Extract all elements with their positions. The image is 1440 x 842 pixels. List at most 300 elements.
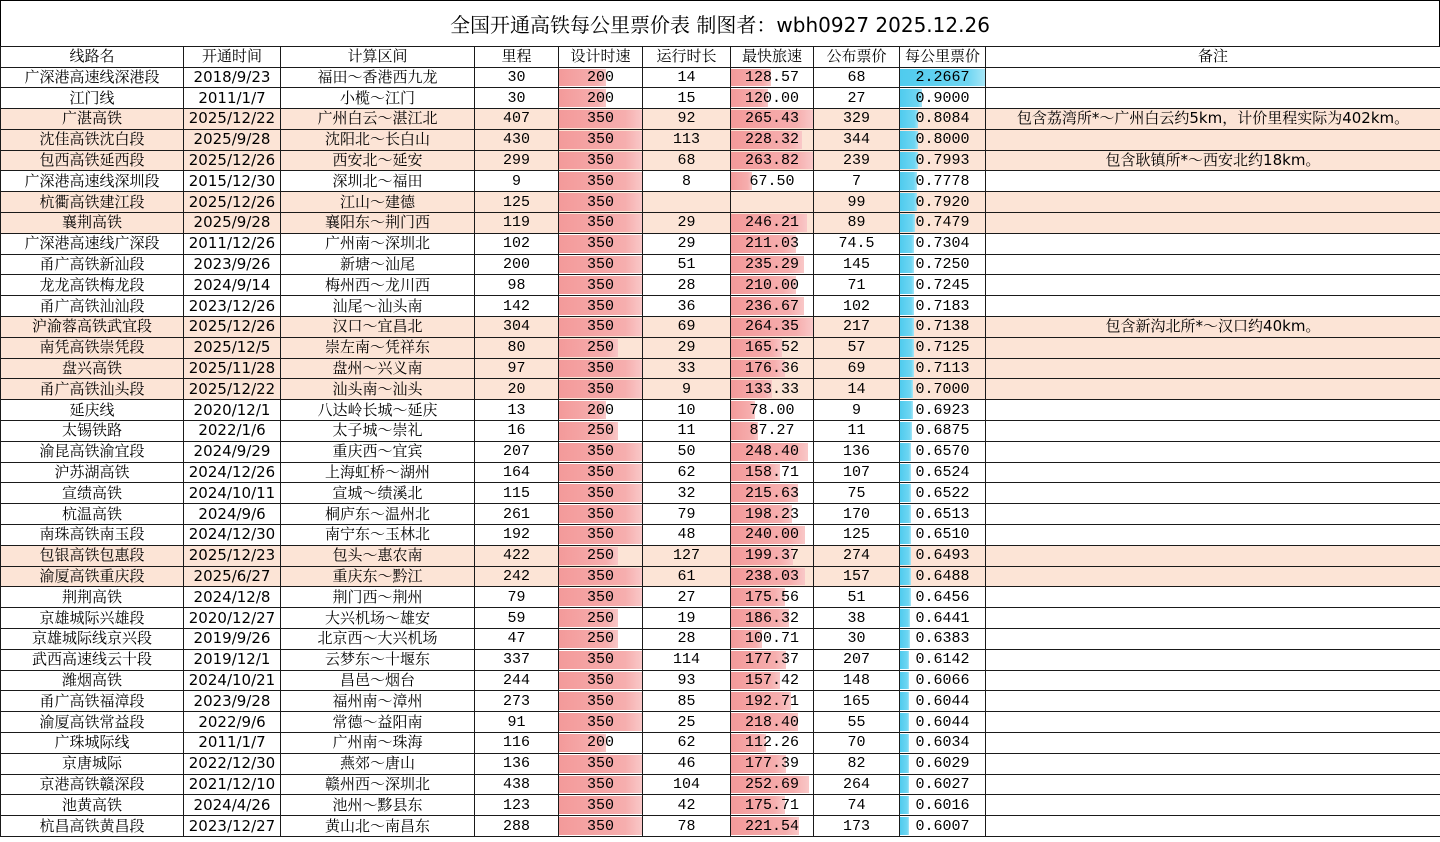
cell-design-speed-value: 350 xyxy=(586,755,614,773)
cell-open-date xyxy=(184,296,281,317)
cell-travel-speed-value: 236.67 xyxy=(744,297,799,315)
table-row xyxy=(1,753,1440,774)
cell-fare-per-km xyxy=(900,816,986,837)
cell-line-name-value: 京港高铁赣深段 xyxy=(39,774,145,793)
cell-travel-speed xyxy=(731,816,814,837)
cell-distance xyxy=(475,317,559,338)
cell-note xyxy=(986,441,1440,462)
cell-fare-per-km-value: 0.6034 xyxy=(915,734,970,752)
cell-distance xyxy=(475,629,559,650)
cell-distance xyxy=(475,483,559,504)
cell-duration-value: 51 xyxy=(677,256,696,274)
cell-section-value: 上海虹桥～湖州 xyxy=(324,463,430,482)
cell-section-value: 北京西～大兴机场 xyxy=(317,629,438,648)
cell-note xyxy=(986,337,1440,358)
cell-note xyxy=(986,109,1440,130)
cell-distance-value: 59 xyxy=(507,609,526,627)
cell-travel-speed-value: 263.82 xyxy=(744,152,799,170)
cell-design-speed xyxy=(559,774,643,795)
cell-duration-value: 48 xyxy=(677,526,696,544)
cell-duration-value: 33 xyxy=(677,360,696,378)
cell-line-name-value: 江门线 xyxy=(69,88,115,107)
cell-travel-speed xyxy=(731,795,814,816)
header-travel-speed: 最快旅速 xyxy=(731,47,814,68)
cell-travel-speed-value: 176.36 xyxy=(744,360,799,378)
cell-fare-per-km xyxy=(900,129,986,150)
cell-line-name-value: 京雄城际线京兴段 xyxy=(31,629,152,648)
cell-fare xyxy=(814,712,900,733)
cell-fare-per-km-value: 0.6513 xyxy=(915,505,970,523)
cell-duration-value: 29 xyxy=(677,214,696,232)
cell-fare-per-km-value: 0.7245 xyxy=(915,276,970,294)
cell-fare xyxy=(814,379,900,400)
cell-section xyxy=(281,525,475,546)
cell-distance xyxy=(475,337,559,358)
cell-line-name-value: 渝厦高铁常益段 xyxy=(39,712,145,731)
cell-line-name xyxy=(1,504,184,525)
table-row xyxy=(1,233,1440,254)
fare-per-km-bar xyxy=(900,651,909,669)
cell-line-name xyxy=(1,441,184,462)
cell-open-date xyxy=(184,213,281,234)
cell-fare-per-km-value: 0.6029 xyxy=(915,755,970,773)
cell-duration xyxy=(643,462,731,483)
cell-open-date xyxy=(184,504,281,525)
cell-note xyxy=(986,608,1440,629)
cell-open-date-value: 2025/12/26 xyxy=(188,151,276,170)
cell-fare xyxy=(814,233,900,254)
cell-fare-per-km xyxy=(900,608,986,629)
cell-fare-value: 89 xyxy=(847,214,866,232)
cell-travel-speed-value: 67.50 xyxy=(749,172,795,190)
cell-open-date xyxy=(184,691,281,712)
cell-fare-per-km xyxy=(900,733,986,754)
cell-open-date xyxy=(184,441,281,462)
cell-distance xyxy=(475,525,559,546)
cell-fare-value: 329 xyxy=(842,110,870,128)
cell-open-date xyxy=(184,545,281,566)
cell-open-date-value: 2022/9/6 xyxy=(198,712,266,731)
cell-open-date-value: 2025/12/22 xyxy=(188,109,276,128)
cell-duration xyxy=(643,213,731,234)
cell-fare-value: 74 xyxy=(847,796,866,814)
cell-fare-value: 165 xyxy=(842,692,870,710)
cell-design-speed-value: 350 xyxy=(586,526,614,544)
cell-note xyxy=(986,504,1440,525)
cell-fare xyxy=(814,296,900,317)
table-row xyxy=(1,587,1440,608)
cell-open-date xyxy=(184,587,281,608)
cell-open-date xyxy=(184,816,281,837)
cell-open-date-value: 2023/12/27 xyxy=(188,816,276,835)
cell-design-speed-value: 350 xyxy=(586,256,614,274)
cell-design-speed xyxy=(559,317,643,338)
cell-travel-speed-value: 228.32 xyxy=(744,131,799,149)
cell-duration xyxy=(643,275,731,296)
cell-duration xyxy=(643,816,731,837)
cell-section-value: 梅州西～龙川西 xyxy=(324,275,430,294)
cell-line-name xyxy=(1,337,184,358)
cell-note xyxy=(986,67,1440,88)
cell-note xyxy=(986,358,1440,379)
cell-fare-value: 157 xyxy=(842,568,870,586)
cell-design-speed xyxy=(559,691,643,712)
cell-distance-value: 20 xyxy=(507,380,526,398)
cell-duration-value: 42 xyxy=(677,796,696,814)
header-duration: 运行时长 xyxy=(643,47,731,68)
cell-fare xyxy=(814,691,900,712)
cell-open-date-value: 2023/12/26 xyxy=(188,296,276,315)
cell-section xyxy=(281,733,475,754)
cell-fare xyxy=(814,421,900,442)
cell-note xyxy=(986,192,1440,213)
cell-section-value: 燕郊～唐山 xyxy=(339,754,415,773)
cell-duration-value: 8 xyxy=(681,172,691,190)
cell-open-date xyxy=(184,462,281,483)
cell-duration xyxy=(643,400,731,421)
cell-fare-value: 207 xyxy=(842,651,870,669)
cell-fare-value: 264 xyxy=(842,775,870,793)
cell-fare-per-km xyxy=(900,275,986,296)
header-open-date: 开通时间 xyxy=(184,47,281,68)
cell-open-date-value: 2018/9/23 xyxy=(193,67,271,86)
cell-section xyxy=(281,753,475,774)
cell-line-name xyxy=(1,795,184,816)
cell-distance xyxy=(475,795,559,816)
cell-line-name xyxy=(1,150,184,171)
cell-design-speed-value: 350 xyxy=(586,276,614,294)
fare-per-km-bar xyxy=(900,401,913,419)
cell-fare-per-km-value: 0.6027 xyxy=(915,775,970,793)
cell-travel-speed-value: 215.63 xyxy=(744,484,799,502)
cell-distance xyxy=(475,233,559,254)
cell-fare xyxy=(814,275,900,296)
cell-section-value: 福州南～漳州 xyxy=(332,691,423,710)
cell-travel-speed-value: 158.71 xyxy=(744,464,799,482)
cell-note xyxy=(986,483,1440,504)
cell-section xyxy=(281,233,475,254)
cell-line-name xyxy=(1,587,184,608)
cell-design-speed xyxy=(559,150,643,171)
cell-note xyxy=(986,774,1440,795)
cell-fare-per-km xyxy=(900,233,986,254)
cell-open-date-value: 2025/9/28 xyxy=(193,130,271,149)
cell-open-date-value: 2025/6/27 xyxy=(193,567,271,586)
table-row xyxy=(1,733,1440,754)
cell-note xyxy=(986,525,1440,546)
cell-open-date-value: 2011/12/26 xyxy=(188,234,276,253)
cell-design-speed xyxy=(559,483,643,504)
cell-duration-value: 78 xyxy=(677,817,696,835)
cell-note xyxy=(986,753,1440,774)
cell-duration xyxy=(643,608,731,629)
cell-fare xyxy=(814,150,900,171)
cell-fare xyxy=(814,213,900,234)
cell-section-value: 昌邑～烟台 xyxy=(339,671,415,689)
cell-distance-value: 422 xyxy=(502,547,530,565)
cell-open-date-value: 2024/9/29 xyxy=(193,442,271,461)
cell-travel-speed-value: 165.52 xyxy=(744,339,799,357)
cell-fare-per-km-value: 0.7250 xyxy=(915,256,970,274)
cell-section-value: 包头～惠农南 xyxy=(332,546,423,565)
cell-duration xyxy=(643,649,731,670)
cell-fare xyxy=(814,670,900,691)
table-row xyxy=(1,254,1440,275)
cell-fare xyxy=(814,816,900,837)
cell-travel-speed xyxy=(731,400,814,421)
cell-fare-per-km-value: 0.7479 xyxy=(915,214,970,232)
cell-travel-speed-value: 235.29 xyxy=(744,256,799,274)
cell-open-date-value: 2020/12/1 xyxy=(193,400,271,419)
cell-section-value: 广州南～珠海 xyxy=(332,733,423,752)
table-row xyxy=(1,192,1440,213)
cell-open-date-value: 2024/9/14 xyxy=(193,275,271,294)
cell-fare-per-km xyxy=(900,441,986,462)
cell-design-speed-value: 350 xyxy=(586,110,614,128)
cell-fare xyxy=(814,774,900,795)
cell-distance xyxy=(475,504,559,525)
cell-fare-value: 75 xyxy=(847,484,866,502)
cell-distance-value: 9 xyxy=(511,172,521,190)
cell-fare-per-km-value: 0.6570 xyxy=(915,443,970,461)
cell-design-speed-value: 350 xyxy=(586,193,614,211)
cell-open-date xyxy=(184,88,281,109)
cell-duration-value: 25 xyxy=(677,713,696,731)
cell-travel-speed xyxy=(731,213,814,234)
cell-duration xyxy=(643,483,731,504)
cell-travel-speed xyxy=(731,608,814,629)
cell-section xyxy=(281,712,475,733)
cell-design-speed xyxy=(559,753,643,774)
cell-section xyxy=(281,608,475,629)
fare-per-km-bar xyxy=(900,235,914,253)
table-row xyxy=(1,441,1440,462)
cell-fare xyxy=(814,109,900,130)
cell-travel-speed-value: 120.00 xyxy=(744,89,799,107)
cell-line-name-value: 甬广高铁新汕段 xyxy=(39,255,145,274)
cell-distance xyxy=(475,171,559,192)
cell-fare-per-km xyxy=(900,317,986,338)
cell-travel-speed-value: 252.69 xyxy=(744,775,799,793)
cell-section xyxy=(281,421,475,442)
cell-distance xyxy=(475,441,559,462)
cell-note xyxy=(986,88,1440,109)
cell-fare-per-km-value: 0.6875 xyxy=(915,422,970,440)
cell-travel-speed-value: 240.00 xyxy=(744,526,799,544)
cell-fare-per-km xyxy=(900,296,986,317)
cell-distance xyxy=(475,88,559,109)
cell-fare-per-km-value: 0.6524 xyxy=(915,464,970,482)
cell-travel-speed-value: 265.43 xyxy=(744,110,799,128)
cell-travel-speed xyxy=(731,171,814,192)
cell-line-name-value: 广深港高速线深圳段 xyxy=(24,171,160,190)
fare-per-km-bar xyxy=(900,755,909,773)
cell-travel-speed xyxy=(731,649,814,670)
cell-fare-per-km-value: 0.6007 xyxy=(915,817,970,835)
cell-fare-per-km xyxy=(900,254,986,275)
cell-duration-value: 19 xyxy=(677,609,696,627)
cell-fare-value: 170 xyxy=(842,505,870,523)
cell-open-date-value: 2024/10/21 xyxy=(188,671,276,689)
fare-per-km-bar xyxy=(900,796,909,814)
cell-design-speed xyxy=(559,213,643,234)
cell-distance xyxy=(475,566,559,587)
cell-line-name xyxy=(1,545,184,566)
cell-note xyxy=(986,129,1440,150)
cell-distance xyxy=(475,213,559,234)
cell-duration xyxy=(643,337,731,358)
cell-duration-value: 85 xyxy=(677,692,696,710)
cell-fare-value: 217 xyxy=(842,318,870,336)
cell-fare xyxy=(814,649,900,670)
cell-section xyxy=(281,566,475,587)
cell-line-name xyxy=(1,421,184,442)
cell-design-speed-value: 350 xyxy=(586,214,614,232)
cell-fare-value: 68 xyxy=(847,68,866,86)
cell-section xyxy=(281,109,475,130)
cell-section-value: 汉口～宜昌北 xyxy=(332,317,423,336)
cell-fare-per-km xyxy=(900,525,986,546)
cell-distance xyxy=(475,421,559,442)
cell-fare-per-km-value: 0.7125 xyxy=(915,339,970,357)
cell-design-speed-value: 350 xyxy=(586,775,614,793)
cell-travel-speed-value: 199.37 xyxy=(744,547,799,565)
cell-design-speed xyxy=(559,649,643,670)
cell-fare xyxy=(814,753,900,774)
cell-distance-value: 16 xyxy=(507,422,526,440)
cell-line-name-value: 广深港高速线深港段 xyxy=(24,67,160,86)
cell-design-speed-value: 350 xyxy=(586,505,614,523)
cell-design-speed xyxy=(559,587,643,608)
cell-open-date-value: 2025/9/28 xyxy=(193,213,271,232)
cell-fare-value: 145 xyxy=(842,256,870,274)
cell-section xyxy=(281,587,475,608)
cell-line-name xyxy=(1,566,184,587)
cell-line-name-value: 京唐城际 xyxy=(61,754,122,773)
cell-note xyxy=(986,587,1440,608)
cell-duration xyxy=(643,441,731,462)
cell-design-speed xyxy=(559,629,643,650)
cell-fare-per-km xyxy=(900,712,986,733)
cell-fare-per-km xyxy=(900,691,986,712)
cell-section xyxy=(281,337,475,358)
cell-open-date xyxy=(184,317,281,338)
cell-line-name xyxy=(1,88,184,109)
cell-open-date xyxy=(184,275,281,296)
cell-note xyxy=(986,379,1440,400)
cell-line-name-value: 龙龙高铁梅龙段 xyxy=(39,275,145,294)
header-fare-per-km: 每公里票价 xyxy=(900,47,986,68)
cell-travel-speed-value: 264.35 xyxy=(744,318,799,336)
cell-duration-value: 62 xyxy=(677,464,696,482)
table-row xyxy=(1,462,1440,483)
cell-distance-value: 98 xyxy=(507,276,526,294)
cell-travel-speed xyxy=(731,88,814,109)
cell-line-name-value: 南凭高铁崇凭段 xyxy=(39,338,145,357)
cell-distance-value: 102 xyxy=(502,235,530,253)
cell-fare xyxy=(814,317,900,338)
cell-distance-value: 136 xyxy=(502,755,530,773)
cell-fare xyxy=(814,337,900,358)
cell-duration xyxy=(643,712,731,733)
cell-fare-per-km-value: 0.6923 xyxy=(915,401,970,419)
cell-section xyxy=(281,192,475,213)
cell-section xyxy=(281,254,475,275)
cell-fare-value: 55 xyxy=(847,713,866,731)
cell-duration xyxy=(643,379,731,400)
cell-note xyxy=(986,712,1440,733)
cell-section-value: 常德～益阳南 xyxy=(332,712,423,731)
cell-fare-per-km xyxy=(900,150,986,171)
cell-note xyxy=(986,566,1440,587)
cell-line-name-value: 杭昌高铁黄昌段 xyxy=(39,816,145,835)
cell-design-speed xyxy=(559,545,643,566)
cell-fare-value: 148 xyxy=(842,672,870,689)
cell-distance xyxy=(475,649,559,670)
fare-per-km-bar xyxy=(900,422,912,440)
cell-fare-per-km xyxy=(900,587,986,608)
cell-design-speed xyxy=(559,441,643,462)
fare-per-km-bar xyxy=(900,609,910,627)
header-section: 计算区间 xyxy=(281,47,475,68)
header-design-speed: 设计时速 xyxy=(559,47,643,68)
cell-line-name-value: 太锡铁路 xyxy=(61,421,122,440)
header-distance: 里程 xyxy=(475,47,559,68)
cell-open-date-value: 2015/12/30 xyxy=(188,171,276,190)
cell-distance-value: 119 xyxy=(502,214,530,232)
cell-fare xyxy=(814,483,900,504)
cell-section-value: 汕头南～汕头 xyxy=(332,379,423,398)
cell-section xyxy=(281,670,475,691)
cell-distance xyxy=(475,358,559,379)
cell-design-speed-value: 350 xyxy=(586,588,614,606)
cell-travel-speed-value: 221.54 xyxy=(744,817,799,835)
cell-fare-per-km-value: 0.6066 xyxy=(915,672,970,689)
cell-design-speed-value: 350 xyxy=(586,360,614,378)
cell-section xyxy=(281,774,475,795)
cell-fare-value: 70 xyxy=(847,734,866,752)
cell-section-value: 深圳北～福田 xyxy=(332,171,423,190)
cell-duration xyxy=(643,233,731,254)
cell-duration xyxy=(643,795,731,816)
cell-distance xyxy=(475,109,559,130)
cell-line-name xyxy=(1,358,184,379)
cell-fare-per-km-value: 0.7183 xyxy=(915,297,970,315)
fare-per-km-bar xyxy=(900,547,911,565)
cell-note xyxy=(986,254,1440,275)
fare-per-km-bar xyxy=(900,505,911,523)
cell-design-speed xyxy=(559,504,643,525)
table-body xyxy=(1,67,1440,836)
cell-note xyxy=(986,233,1440,254)
fare-per-km-bar xyxy=(900,672,909,690)
cell-fare-per-km-value: 0.6383 xyxy=(915,630,970,648)
cell-fare-value: 274 xyxy=(842,547,870,565)
header-line-name: 线路名 xyxy=(1,47,184,68)
cell-fare xyxy=(814,525,900,546)
cell-fare-per-km xyxy=(900,629,986,650)
cell-fare-value: 239 xyxy=(842,152,870,170)
cell-distance-value: 242 xyxy=(502,568,530,586)
cell-section xyxy=(281,441,475,462)
cell-distance xyxy=(475,192,559,213)
cell-design-speed-value: 350 xyxy=(586,817,614,835)
cell-fare xyxy=(814,795,900,816)
cell-design-speed xyxy=(559,462,643,483)
cell-travel-speed xyxy=(731,421,814,442)
cell-duration-value: 93 xyxy=(677,672,696,689)
cell-duration-value: 28 xyxy=(677,630,696,648)
